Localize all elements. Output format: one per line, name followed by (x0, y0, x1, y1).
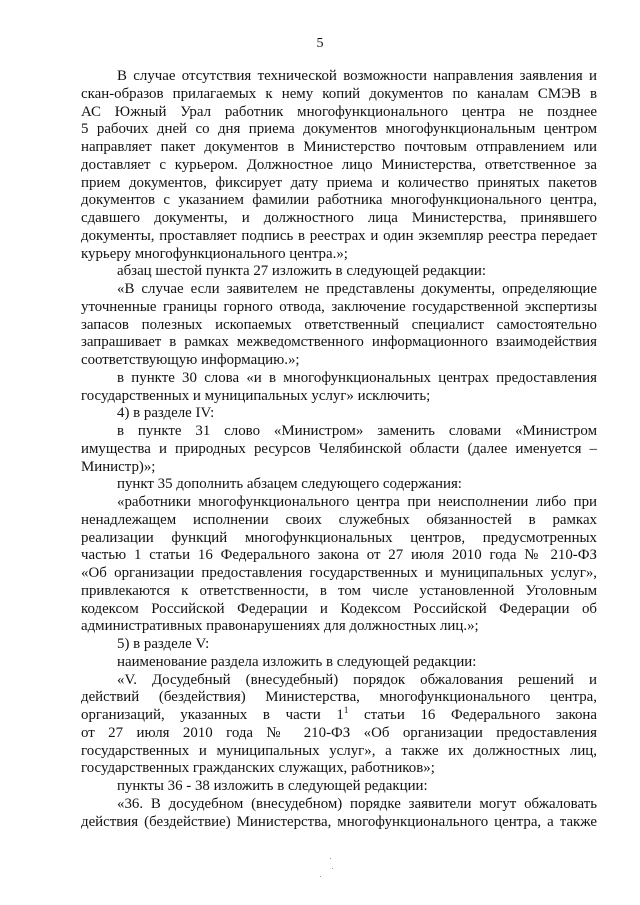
text-line: Министр)»; (81, 458, 156, 475)
text-line: направляет пакет документов в Министерство почтовым отправлением или (81, 139, 597, 155)
text-line: государственных и муниципальных услуг» исключить; (81, 387, 431, 404)
text-line: 5 рабочих дней со дня приема документов многофункциональным центром (81, 121, 597, 138)
text-line: 4) в разделе IV: (117, 405, 215, 422)
text-line: прием документов, фиксирует дату приема и количество принятых пакетов (81, 174, 597, 191)
text-line: имущества и природных ресурсов Челябинской области (далее именуется – (81, 440, 597, 457)
text-line: документов с указанием фамилии работника многофункционального центра, (81, 192, 597, 209)
text-line: 5) в разделе V: (117, 636, 210, 652)
text-line: в пункте 30 слова «и в многофункциональных центрах предоставления (117, 369, 597, 386)
text-line: ненадлежащем исполнении своих служебных обязанностей в рамках (81, 511, 597, 528)
text-line: привлекаются к ответственности, в том числе установленной Уголовным (81, 582, 597, 599)
text-line: реализации функций многофункциональных центров, предусмотренных (81, 529, 597, 546)
text-line: уточненные границы горного отвода, заключение государственной экспертизы (81, 298, 597, 315)
text-line: пункт 35 дополнить абзацем следующего содержания: (117, 476, 462, 493)
page-number: 5 (316, 36, 324, 51)
text-line: абзац шестой пункта 27 изложить в следующей редакции: (117, 263, 487, 280)
text-line: АС Южный Урал работник многофункционального центра не позднее (81, 103, 597, 120)
text-line: действия (бездействие) Министерства, многофункционального центра, а также (81, 813, 597, 830)
text-line: организаций, указанных в части $1^1$ статьи 16 Федерального закона (81, 705, 597, 723)
text-line: от 27 июля 2010 года № 210-ФЗ «Об организации предоставления (81, 724, 597, 741)
text-line: «Об организации предоставления государственных и муниципальных услуг», (81, 565, 597, 581)
text-line: административных правонарушениях для должностных лиц.»; (81, 618, 479, 635)
text-line: государственных гражданских служащих, работников»; (81, 760, 435, 777)
text-line: пункты 36 - 38 изложить в следующей редакции: (117, 778, 428, 794)
scan-speck (320, 876, 321, 877)
text-line: кодексом Российской Федерации и Кодексом Российской Федерации об (81, 600, 597, 617)
text-line: соответствующую информацию.»; (81, 352, 300, 368)
text-line: запасов полезных ископаемых ответственный специалист самостоятельно (81, 316, 597, 333)
text-line: наименование раздела изложить в следующей редакции: (117, 653, 477, 670)
text-line: «36. В досудебном (внесудебном) порядке заявители могут обжаловать (117, 795, 597, 812)
text-line: частью 1 статьи 16 Федерального закона от 27 июля 2010 года № 210-ФЗ (81, 547, 597, 564)
text-line: скан-образов прилагаемых к нему копий документов по каналам СМЭВ в (81, 85, 597, 102)
text-line: сдавшего документы, и должностного лица Министерства, принявшего (81, 210, 597, 226)
text-line: в пункте 31 слово «Министром» заменить словами «Министром (117, 423, 597, 439)
text-line: «В случае если заявителем не представлены документы, определяющие (117, 281, 597, 297)
text-line: действий (бездействия) Министерства, многофункционального центра, (81, 689, 597, 706)
text-line: документы, проставляет подпись в реестрах и один экземпляр реестра передает (81, 227, 597, 244)
text-line: В случае отсутствия технической возможности направления заявления и (117, 68, 597, 84)
text-line: государственных и муниципальных услуг», а также их должностных лиц, (81, 742, 597, 759)
text-line: запрашивает в рамках межведомственного информационного взаимодействия (81, 334, 597, 351)
scan-speck (330, 858, 331, 859)
text-line: «V. Досудебный (внесудебный) порядок обжалования решений и (117, 671, 597, 688)
text-line: доставляет с курьером. Должностное лицо Министерства, ответственное за (81, 156, 597, 173)
text-line: курьеру многофункционального центра.»; (81, 245, 348, 262)
document-body (81, 68, 597, 831)
text-line: «работники многофункционального центра при неисполнении либо при (117, 494, 597, 510)
scan-speck (332, 868, 333, 869)
